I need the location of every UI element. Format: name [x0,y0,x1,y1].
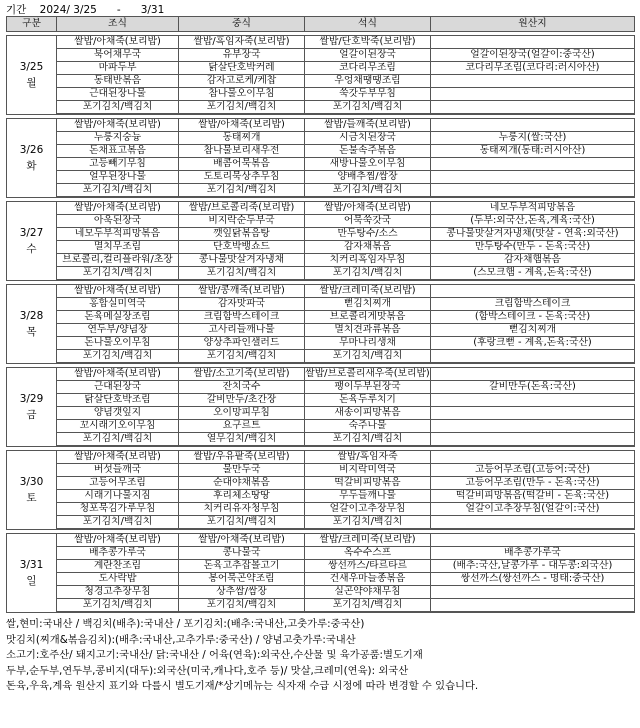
dinner-cell: 쌀밥/크레미죽(보리밥) [305,285,431,298]
dinner-cell: 무두들깨나물 [305,490,431,503]
menu-row [7,503,635,516]
breakfast-cell: 쌀밥/아채죽(보리밥) [57,202,179,215]
dinner-cell: 브로콜리게맛볶음 [305,311,431,324]
menu-row [7,267,635,281]
day-date-cell [7,119,57,198]
lunch-cell: 오이망피무침 [179,407,305,420]
lunch-cell: 양상추파인샐러드 [179,337,305,350]
origin-cell [431,534,635,547]
origin-cell: 크림함박스테이크 [431,298,635,311]
breakfast-cell: 포기김치/백김치 [57,599,179,613]
note-line: 쌀,현미:국내산 / 백김치(배추):국내산 / 포기김치:(배추:국내산,고춧가루:중국산) [6,618,365,630]
lunch-cell: 닭살단호박커레 [179,62,305,75]
dinner-cell: 어묵쑥갓국 [305,215,431,228]
breakfast-cell: 닭살단호박조림 [57,394,179,407]
lunch-cell: 쌀밥/흑임자죽(보리밥) [179,36,305,49]
dinner-cell: 포기김치/백김치 [305,599,431,613]
menu-row [7,490,635,503]
origin-cell [431,88,635,101]
lunch-cell: 치커리유자청무침 [179,503,305,516]
header-row [7,17,635,32]
breakfast-cell: 누룽지숭늉 [57,132,179,145]
day-date-cell [7,36,57,115]
dinner-cell: 포기김치/백김치 [305,516,431,530]
breakfast-cell: 네모두부적피망볶음 [57,228,179,241]
origin-cell [431,36,635,49]
menu-row [7,88,635,101]
dinner-cell: 쌀밥/단호박죽(보리밥) [305,36,431,49]
origin-notes [6,617,634,695]
breakfast-cell: 쌀밥/아채죽(보리밥) [57,285,179,298]
dinner-cell: 새송이피망볶음 [305,407,431,420]
day-date-cell [7,368,57,447]
lunch-cell: 쌀밥/아채죽(보리밥) [179,534,305,547]
lunch-cell: 감자고로케/케찹 [179,75,305,88]
origin-cell [431,394,635,407]
breakfast-cell: 청포묵김가루무침 [57,503,179,516]
origin-cell: (배추:국산,날콩가루 - 대두콩:외국산) [431,560,635,573]
origin-cell: (스모크햄 - 계육,돈육:국산) [431,267,635,281]
dinner-cell: 우엉채땡땡조림 [305,75,431,88]
breakfast-cell: 포기김치/백김치 [57,433,179,447]
menu-row [7,158,635,171]
origin-cell: 얼갈이고추장무침(얼갈이:국산) [431,503,635,516]
origin-cell [431,184,635,198]
breakfast-cell: 포기김치/백김치 [57,516,179,530]
lunch-cell: 크림함박스테이크 [179,311,305,324]
menu-row [7,119,635,132]
dinner-cell: 양배추찜/쌈장 [305,171,431,184]
origin-cell [431,285,635,298]
menu-row [7,324,635,337]
menu-row [7,254,635,267]
day-date-cell [7,285,57,364]
dinner-cell: 코다리무조림 [305,62,431,75]
lunch-cell: 동태찌개 [179,132,305,145]
dinner-cell: 쌍선까스/타르타르 [305,560,431,573]
lunch-cell: 쌀밥/아채죽(보리밥) [179,119,305,132]
header-category: 구분 [7,17,57,32]
day-weekday: 수 [26,242,37,255]
breakfast-cell: 돈채표고볶음 [57,145,179,158]
origin-cell: 동태찌개(동태:러시아산) [431,145,635,158]
menu-row [7,464,635,477]
menu-row [7,184,635,198]
menu-row [7,547,635,560]
dinner-cell: 실곤약야채무침 [305,586,431,599]
menu-row [7,433,635,447]
lunch-cell: 물만두국 [179,464,305,477]
menu-row [7,215,635,228]
dinner-cell: 쌀밥/브로콜리새우죽(보리밥) [305,368,430,379]
breakfast-cell: 연두부/양념장 [57,324,179,337]
origin-cell [431,101,635,115]
period-label: 기간 [6,4,27,16]
day-date: 3/29 [19,392,44,405]
origin-cell [431,119,635,132]
day-weekday: 일 [26,574,37,587]
lunch-cell: 감자맛파국 [179,298,305,311]
menu-row [7,228,635,241]
breakfast-cell: 마파두부 [57,62,179,75]
origin-cell: 네모두부적피망볶음 [431,202,635,215]
menu-row [7,573,635,586]
lunch-cell: 순대야채볶음 [179,477,305,490]
note-line: 맛김치(찌개&볶음김치):(배추:국내산,고추가루:중국산) / 양념고춧가루:국내산 [6,633,356,646]
lunch-cell: 쌀밥/소고기죽(보리밥) [179,368,305,381]
dinner-cell: 건새우마늘종볶음 [305,573,431,586]
menu-row [7,586,635,599]
menu-row [7,560,635,573]
weekly-menu-table [6,16,635,613]
lunch-cell: 후리체소땅땅 [179,490,305,503]
breakfast-cell: 브로콜리,컬리플라워/초장 [57,254,179,267]
origin-cell [431,516,635,530]
breakfast-cell: 고등어무조림 [57,477,179,490]
lunch-cell: 요구르트 [179,420,305,433]
dinner-cell: 만두탕수/소스 [305,228,431,241]
dinner-cell: 팽이두부된장국 [305,381,431,394]
lunch-cell: 참나물오이무침 [179,88,305,101]
dinner-cell: 새방나물오이무침 [305,158,431,171]
breakfast-cell: 쌀밥/아채죽(보리밥) [57,368,179,381]
day-date-cell [7,451,57,530]
day-weekday: 토 [26,491,37,504]
dinner-cell: 감자채볶음 [305,241,431,254]
dinner-cell: 포기김치/백김치 [305,433,431,447]
header-dinner: 석식 [305,17,431,32]
lunch-cell: 포기김치/백김치 [179,184,305,198]
breakfast-cell: 동태반볶음 [57,75,179,88]
period-end: 3/31 [140,4,165,16]
lunch-cell: 열무김치/백김치 [179,433,305,447]
origin-cell [431,433,635,447]
origin-cell [431,158,635,171]
lunch-cell: 쌀밥/콩깨죽(보리밥) [179,285,305,298]
lunch-cell: 도토리묵상추무침 [179,171,305,184]
lunch-cell: 쌀밥/우유팥죽(보리밥) [179,451,305,464]
origin-cell: 콩나물맛살겨자냉채(맛살 - 연육:외국산) [431,228,635,241]
menu-row [7,350,635,364]
menu-row [7,381,635,394]
note-line: 돈육,우육,계육 원산지 표기와 다를시 별도기재/*상기메뉴는 식자재 수급 시정에 따라 변경할 수 있습니다. [6,680,479,692]
day-weekday: 목 [26,325,37,338]
menu-row [7,298,635,311]
origin-cell: 배추콩가루국 [431,547,635,560]
origin-cell: (함박스테이크 - 돈육:국산) [431,311,635,324]
menu-row [7,75,635,88]
lunch-cell: 갈비만두/초간장 [179,394,305,407]
origin-cell: (후랑크뻗 - 계육,돈육:국산) [431,337,635,350]
period-start: 2024/ 3/25 [39,4,97,16]
breakfast-cell: 시래기나물지짐 [57,490,179,503]
header-origin: 원산지 [431,17,635,32]
origin-cell [431,407,635,420]
origin-cell: 누룽지(쌀:국산) [431,132,635,145]
lunch-cell: 포기김치/백김치 [179,516,305,530]
lunch-cell: 콩나물국 [179,547,305,560]
lunch-cell: 상추쌈/쌈장 [179,586,305,599]
origin-cell [431,451,635,464]
day-date: 3/26 [19,143,44,156]
dinner-cell: 옥수수스프 [305,547,431,560]
dinner-cell: 멸치견과류볶음 [305,324,431,337]
period-line [6,2,164,17]
dinner-cell: 쌀밥/들깨죽(보리밥) [305,119,431,132]
dinner-cell: 치커리흑임자무침 [305,254,431,267]
lunch-cell: 고사리들깨나물 [179,324,305,337]
breakfast-cell: 꼬시래기오이무침 [57,420,179,433]
menu-row [7,420,635,433]
breakfast-cell: 돈육메실장조림 [57,311,179,324]
menu-row [7,285,635,298]
origin-cell: 얼갈이된장국(얼갈이:중국산) [431,49,635,62]
breakfast-cell: 쌀밥/아채죽(보리밥) [57,534,179,547]
day-date-cell [7,202,57,281]
breakfast-cell: 얼무된장나물 [57,171,179,184]
note-line: 소고기:호주산/ 돼지고기:국내산/ 닭:국내산 / 어육(연육):외국산,수산물 및 육가공품:별도기재 [6,649,423,661]
day-date: 3/27 [19,226,44,239]
dinner-cell: 얼갈이고추장무침 [305,503,431,516]
origin-cell: 감자채햄볶음 [431,254,635,267]
lunch-cell: 잔치국수 [179,381,305,394]
menu-row [7,534,635,547]
origin-cell: 코다리무조림(코다리:러시아산) [431,62,635,75]
menu-row [7,49,635,62]
origin-cell: 고등어무조림(만두 - 돈육:국산) [431,477,635,490]
menu-row [7,145,635,158]
lunch-cell: 콩나물맛살겨자냉채 [179,254,305,267]
dinner-cell: 돈육두루치기 [305,394,431,407]
breakfast-cell: 도사락밥 [57,573,179,586]
dinner-cell: 포기김치/백김치 [305,184,431,198]
origin-cell [431,368,635,381]
menu-row [7,311,635,324]
dinner-cell: 쌀밥/흑임자죽 [305,451,431,464]
lunch-cell: 배콤어묵볶음 [179,158,305,171]
lunch-cell: 단호박뱅쇼드 [179,241,305,254]
lunch-cell: 돈육고추잡볼고기 [179,560,305,573]
dinner-cell: 무마나리생채 [305,337,431,350]
day-date: 3/28 [19,309,44,322]
breakfast-cell: 근대된장국 [57,381,179,394]
dinner-cell: 쑥갓두부무침 [305,88,431,101]
breakfast-cell: 포기김치/백김치 [57,184,179,198]
lunch-cell: 포기김치/백김치 [179,267,305,281]
origin-cell: 갈비만두(돈육:국산) [431,381,635,394]
dinner-cell: 비지락미역국 [305,464,431,477]
origin-cell [431,75,635,88]
dinner-cell: 포기김치/백김치 [305,267,431,281]
dinner-cell: 쌀밥/아채죽(보리밥) [305,202,431,215]
menu-row [7,36,635,49]
origin-cell [431,171,635,184]
breakfast-cell: 근대된장나물 [57,88,179,101]
period-dash: - [116,4,121,16]
breakfast-cell: 계란찬조림 [57,560,179,573]
dinner-cell: 포기김치/백김치 [305,101,431,115]
lunch-cell: 포기김치/백김치 [179,101,305,115]
breakfast-cell: 쌀밥/아채죽(보리밥) [57,451,179,464]
lunch-cell: 포기김치/백김치 [179,350,305,364]
day-date: 3/31 [19,558,44,571]
lunch-cell: 쌀밥/브로콜리죽(보리밥) [179,202,305,215]
menu-row [7,516,635,530]
day-weekday: 금 [26,408,37,421]
breakfast-cell: 쌀밥/아채죽(보리밥) [57,119,179,132]
origin-cell: (두부:외국산,돈육,계육:국산) [431,215,635,228]
breakfast-cell: 쌀밥/아채죽(보리밥) [57,36,179,49]
breakfast-cell: 청경고추장무침 [57,586,179,599]
menu-row [7,368,635,381]
breakfast-cell: 포기김치/백김치 [57,350,179,364]
origin-cell [431,420,635,433]
origin-cell [431,586,635,599]
day-date: 3/25 [19,60,44,73]
dinner-cell: 떡갈비피망볶음 [305,477,431,490]
origin-cell: 고등어무조림(고등어:국산) [431,464,635,477]
menu-row [7,599,635,613]
breakfast-cell: 고등빼기무침 [57,158,179,171]
breakfast-cell: 배추콩가루국 [57,547,179,560]
header-breakfast: 조식 [57,17,179,32]
dinner-cell: 얼갈이된장국 [305,49,431,62]
day-weekday: 화 [26,159,37,172]
breakfast-cell: 포기김치/백김치 [57,267,179,281]
menu-row [7,241,635,254]
menu-row [7,132,635,145]
origin-cell [431,599,635,613]
origin-cell: 쌍선까스(쌍선까스 - 명태:중국산) [431,573,635,586]
menu-row [7,451,635,464]
breakfast-cell: 양념갯잎지 [57,407,179,420]
dinner-cell: 포기김치/백김치 [305,350,431,364]
dinner-cell: 쌀밥/크레미죽(보리밥) [305,534,431,547]
dinner-cell: 시금치된장국 [305,132,431,145]
breakfast-cell: 아욱된장국 [57,215,179,228]
menu-row [7,101,635,115]
menu-row [7,337,635,350]
origin-cell: 떡갈비피망볶음(떡갈비 - 돈육:국산) [431,490,635,503]
breakfast-cell: 돈나물오이무침 [57,337,179,350]
lunch-cell: 봉어묵곤약조림 [179,573,305,586]
origin-cell: 만두탕수(만두 - 돈육:국산) [431,241,635,254]
menu-row [7,202,635,215]
note-line: 두부,순두부,연두부,콩비지(대두):외국산(미국,캐나다,호주 등)/ 맛살,크레미(연육): 외국산 [6,664,409,677]
menu-row [7,171,635,184]
dinner-cell: 숙주나물 [305,420,431,433]
lunch-cell: 참나물보리새우전 [179,145,305,158]
lunch-cell: 비지락순두부국 [179,215,305,228]
breakfast-cell: 북어채무국 [57,49,179,62]
dinner-cell: 돈불속주볶음 [305,145,431,158]
day-date-cell [7,534,57,613]
menu-row [7,407,635,420]
header-lunch: 중식 [179,17,305,32]
lunch-cell: 유부장국 [179,49,305,62]
lunch-cell: 깻잎닭볶음탕 [179,228,305,241]
breakfast-cell: 멸치무조림 [57,241,179,254]
breakfast-cell: 버섯들깨국 [57,464,179,477]
menu-row [7,394,635,407]
origin-cell: 뻗김치찌개 [431,324,635,337]
menu-row [7,62,635,75]
menu-row [7,477,635,490]
day-date: 3/30 [19,475,44,488]
lunch-cell: 포기김치/백김치 [179,599,305,613]
dinner-cell: 뻗김치찌개 [305,298,431,311]
day-weekday: 월 [26,76,37,89]
origin-cell [431,350,635,364]
breakfast-cell: 홍합실미역국 [57,298,179,311]
breakfast-cell: 포기김치/백김치 [57,101,179,115]
